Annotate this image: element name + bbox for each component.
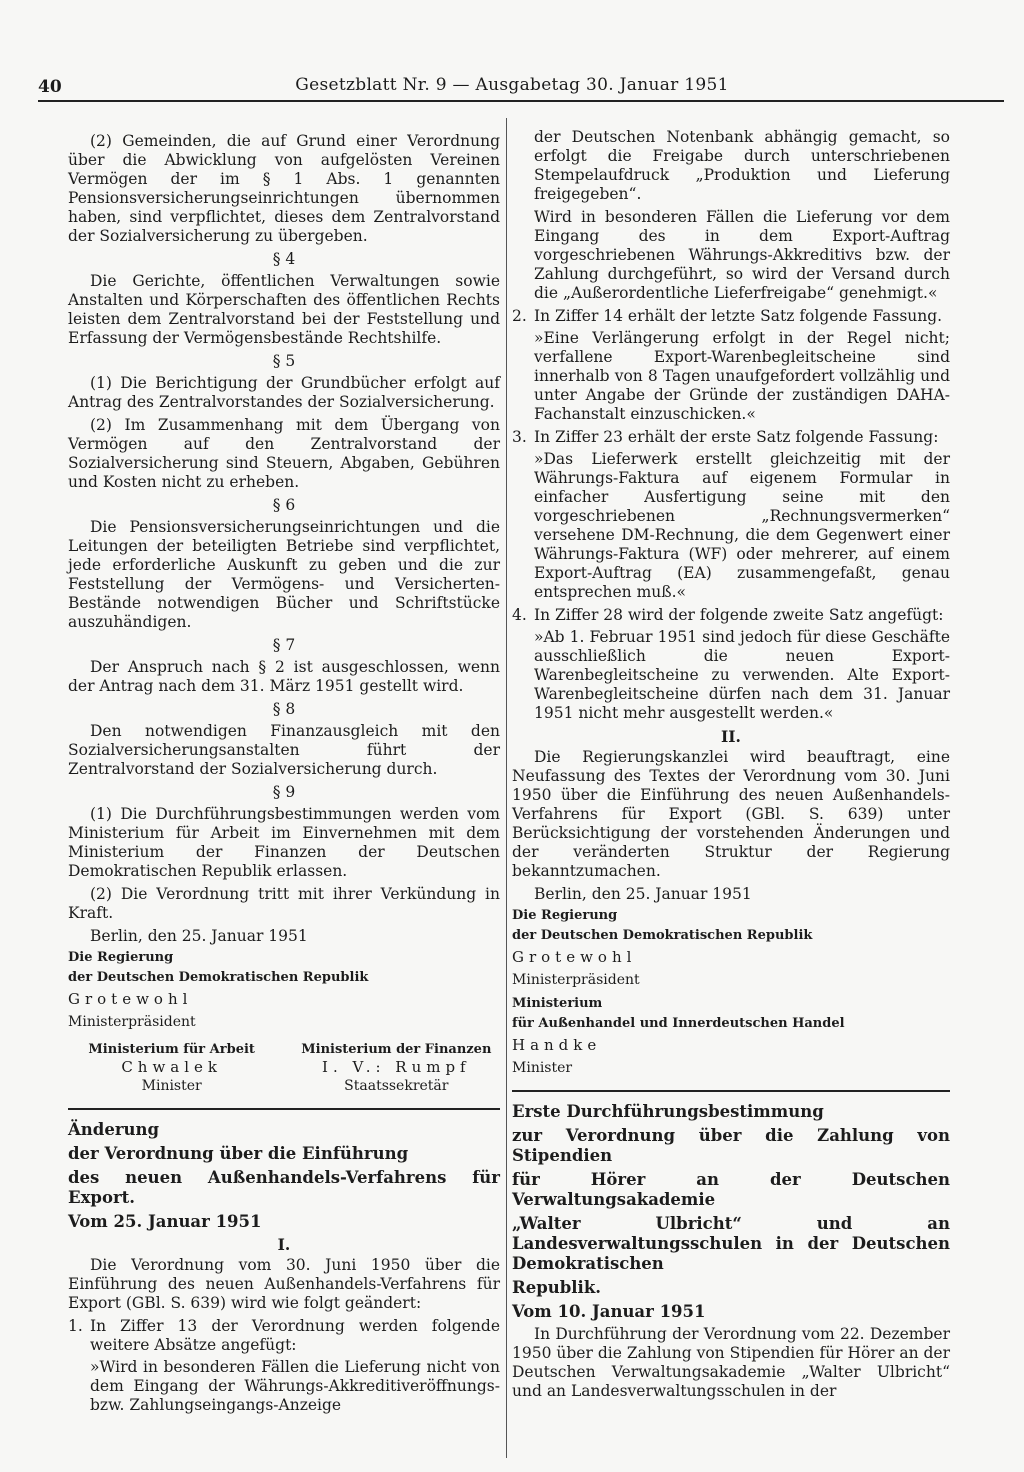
section-5-para-2: (2) Im Zusammenhang mit dem Übergang von Vermögen auf den Zentralvorstand der Sozialversicherung sind Steuern, Abgaben, Gebühren und Kosten nicht zu erheben. <box>68 416 500 491</box>
paragraph-gemeinden: (2) Gemeinden, die auf Grund einer Verordnung über die Abwicklung von aufgelösten Vereinen Vermögen der im § 1 Abs. 1 genannten Pensionsversicherungseinrichtungen übernommen haben, sind verpflichtet, dieses dem Zentralvorstand der Sozialversicherung zu übergeben. <box>68 132 500 245</box>
section-9-para-1: (1) Die Durchführungsbestimmungen werden vom Ministerium für Arbeit im Einvernehmen mit dem Ministerium der Finanzen der Deutschen Demokratischen Republik erlassen. <box>68 805 500 880</box>
item-1-quote-continued: der Deutschen Notenbank abhängig gemacht, so erfolgt die Freigabe durch unterschriebenen Stempelaufdruck „Produktion und Lieferung freigegeben“. <box>534 128 950 203</box>
item-text: In Ziffer 23 erhält der erste Satz folgende Fassung: <box>534 428 939 446</box>
regulation-heading-line-5: Republik. <box>512 1278 601 1297</box>
part-ii-heading: II. <box>721 727 741 746</box>
minister-name: I. V.: Rumpf <box>322 1058 471 1076</box>
section-9-para-2: (2) Die Verordnung tritt mit ihrer Verkündung in Kraft. <box>68 885 500 922</box>
part-ii-text: Die Regierungskanzlei wird beauftragt, eine Neufassung des Textes der Verordnung vom 30. Juni 1950 über die Einführung des neuen Außenhandels-Verfahrens für Export (GBl. S. 639) unter Berücksichtigung der vorstehenden Änderungen und der veränderten Struktur der Regierung bekanntzumachen. <box>512 748 950 880</box>
section-4-text: Die Gerichte, öffentlichen Verwaltungen sowie Anstalten und Körperschaften des öffentlichen Rechts leisten dem Zentralvorstand bei der Feststellung und Erfassung der Vermögensbestände Rechtshilfe. <box>68 272 500 347</box>
item-number: 1. <box>68 1317 83 1335</box>
section-8-heading: § 8 <box>272 700 296 718</box>
regulation-heading-line-2: zur Verordnung über die Zahlung von Stipendien <box>512 1126 950 1165</box>
regulation-heading-line-4: „Walter Ulbricht“ und an Landesverwaltungsschulen in der Deutschen Demokratischen <box>512 1214 950 1273</box>
government-line-2: der Deutschen Demokratischen Republik <box>512 928 813 943</box>
signatory-prime-minister: Grotewohl <box>512 948 637 966</box>
minister-role: Staatssekretär <box>344 1078 449 1094</box>
regulation-intro: In Durchführung der Verordnung vom 22. Dezember 1950 über die Zahlung von Stipendien für Hörer an der Deutschen Verwaltungsakademie „Walter Ulbricht“ und an Landesverwaltungsschulen in der <box>512 1325 950 1400</box>
minister-role: Minister <box>512 1060 573 1076</box>
section-5-para-1: (1) Die Berichtigung der Grundbücher erfolgt auf Antrag des Zentralvorstandes der Sozialversicherung. <box>68 374 500 411</box>
section-8-text: Den notwendigen Finanzausgleich mit den Sozialversicherungsanstalten führt der Zentralvorstand der Sozialversicherung durch. <box>68 722 500 778</box>
amendment-intro: Die Verordnung vom 30. Juni 1950 über die Einführung des neuen Außenhandels-Verfahrens für Export (GBl. S. 639) wird wie folgt geändert: <box>68 1256 500 1312</box>
act-heading-line-2: der Verordnung über die Einführung <box>68 1144 409 1163</box>
amendment-item-2 <box>512 307 950 326</box>
section-rule <box>512 1090 950 1092</box>
section-9-heading: § 9 <box>272 783 296 801</box>
place-date: Berlin, den 25. Januar 1951 <box>534 885 752 903</box>
ministry-title-line-2: für Außenhandel und Innerdeutschen Handel <box>512 1016 845 1031</box>
section-7-heading: § 7 <box>272 636 296 654</box>
government-line-1: Die Regierung <box>68 950 174 965</box>
act-heading-line-3: des neuen Außenhandels-Verfahrens für Export. <box>68 1168 500 1207</box>
signatory-role: Ministerpräsident <box>512 972 640 988</box>
header-rule <box>38 100 1004 102</box>
minister-labour <box>68 1042 275 1096</box>
item-text: In Ziffer 28 wird der folgende zweite Satz angefügt: <box>534 606 944 624</box>
ministers-block <box>68 1042 500 1096</box>
item-number: 2. <box>512 307 527 325</box>
ministry-title-line-1: Ministerium <box>512 996 603 1011</box>
item-1-quote-2: Wird in besonderen Fällen die Lieferung vor dem Eingang des in dem Export-Auftrag vorgeschriebenen Währungs-Akkreditivs bzw. der Zahlung durchgeführt, so wird der Versand durch die „Außerordentliche Lieferfreigabe“ genehmigt.« <box>534 208 950 302</box>
item-2-quote: »Eine Verlängerung erfolgt in der Regel nicht; verfallene Export-Warenbegleitscheine sind innerhalb von 8 Tagen unaufgefordert vollzählig und unter Angabe der Gründe der zuständigen DAHA-Fachanstalt einzuschicken.« <box>534 329 950 423</box>
amendment-item-3 <box>512 428 950 447</box>
right-column <box>512 128 950 1405</box>
amendment-item-1 <box>68 1317 500 1355</box>
act-heading-line-1: Änderung <box>68 1120 160 1139</box>
minister-name: Chwalek <box>121 1058 223 1076</box>
section-6-text: Die Pensionsversicherungseinrichtungen und die Leitungen der beteiligten Betriebe sind verpflichtet, jede erforderliche Auskunft zu geben und die zur Feststellung der Vermögens- und Versicherten-Bestände notwendigen Bücher und Schriftstücke auszuhändigen. <box>68 518 500 631</box>
government-line-2: der Deutschen Demokratischen Republik <box>68 970 369 985</box>
amendment-item-4 <box>512 606 950 625</box>
minister-name: Handke <box>512 1036 602 1054</box>
minister-role: Minister <box>141 1078 202 1094</box>
place-date: Berlin, den 25. Januar 1951 <box>90 927 308 945</box>
section-4-heading: § 4 <box>272 250 296 268</box>
item-number: 3. <box>512 428 527 446</box>
ministry-title: Ministerium für Arbeit <box>88 1042 255 1057</box>
item-3-quote: »Das Lieferwerk erstellt gleichzeitig mit der Währungs-Faktura auf eigenem Formular in einfacher Ausfertigung seine mit den vorgeschriebenen „Rechnungsvermerken“ versehene DM-Rechnung, die dem Gegenwert einer Währungs-Faktura (WF) oder mehrerer, auf einem Export-Auftrag (EA) zusammengefaßt, genau entsprechen muß.« <box>534 450 950 601</box>
minister-finance <box>293 1042 500 1096</box>
section-6-heading: § 6 <box>272 496 296 514</box>
regulation-heading-line-1: Erste Durchführungsbestimmung <box>512 1102 824 1121</box>
section-rule <box>68 1108 500 1110</box>
act-date: Vom 25. Januar 1951 <box>68 1212 262 1231</box>
section-7-text: Der Anspruch nach § 2 ist ausgeschlossen, wenn der Antrag nach dem 31. März 1951 gestellt wird. <box>68 658 500 695</box>
regulation-date: Vom 10. Januar 1951 <box>512 1302 706 1321</box>
item-text: In Ziffer 14 erhält der letzte Satz folgende Fassung. <box>534 307 943 325</box>
page-number: 40 <box>38 77 62 97</box>
item-number: 4. <box>512 606 527 624</box>
left-column <box>68 132 500 1419</box>
part-i-heading: I. <box>277 1235 291 1254</box>
page-header-title: Gesetzblatt Nr. 9 — Ausgabetag 30. Januar 1951 <box>295 75 729 95</box>
section-5-heading: § 5 <box>272 352 296 370</box>
item-text: In Ziffer 13 der Verordnung werden folgende weitere Absätze angefügt: <box>90 1317 500 1354</box>
item-4-quote: »Ab 1. Februar 1951 sind jedoch für diese Geschäfte ausschließlich die neuen Export-Warenbegleitscheine zu verwenden. Alte Export-Warenbegleitscheine dürfen nach dem 31. Januar 1951 nicht mehr ausgestellt werden.« <box>534 628 950 722</box>
ministry-title: Ministerium der Finanzen <box>301 1042 492 1057</box>
signatory-prime-minister: Grotewohl <box>68 990 193 1008</box>
signatory-role: Ministerpräsident <box>68 1014 196 1030</box>
regulation-heading-line-3: für Hörer an der Deutschen Verwaltungsakademie <box>512 1170 950 1209</box>
column-divider <box>506 118 507 1458</box>
government-line-1: Die Regierung <box>512 908 618 923</box>
item-1-quote: »Wird in besonderen Fällen die Lieferung nicht von dem Eingang der Währungs-Akkreditiveröffnungs- bzw. Zahlungseingangs-Anzeige <box>90 1358 500 1414</box>
